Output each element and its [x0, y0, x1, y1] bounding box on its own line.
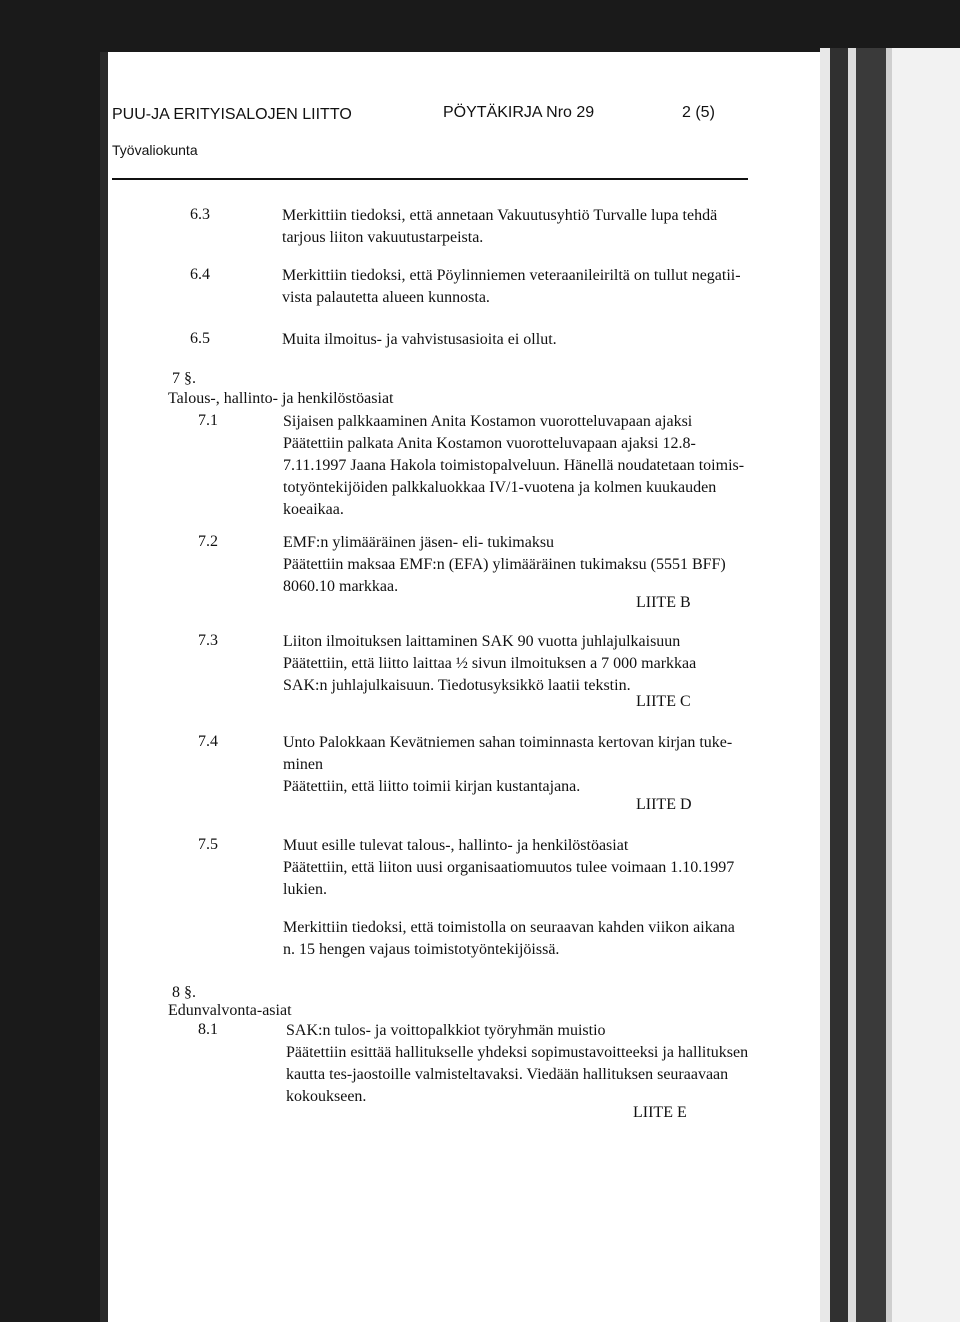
attachment-label: LIITE E	[633, 1104, 687, 1121]
section-title: Talous-, hallinto- ja henkilöstöasiat	[168, 390, 394, 407]
section-mark: 7 §.	[172, 370, 196, 387]
page-binding-edge	[100, 52, 108, 1322]
attachment-label: LIITE D	[636, 796, 692, 813]
document-title: PÖYTÄKIRJA Nro 29	[443, 104, 595, 121]
page-stack-edge	[892, 48, 960, 1322]
section-mark: 8 §.	[172, 984, 196, 1001]
page-stack-edge	[848, 48, 856, 1322]
page-stack-edge	[820, 48, 830, 1322]
item-text: Unto Palokkaan Kevätniemen sahan toiminnasta kertovan kirjan tuke- minen Päätettiin, että liitto toimii kirjan kustantajana.	[283, 734, 733, 795]
item-number: 6.4	[190, 266, 210, 283]
item-number: 6.3	[190, 206, 210, 223]
section-title: Edunvalvonta-asiat	[168, 1002, 292, 1019]
item-text: EMF:n ylimääräinen jäsen- eli- tukimaksu Päätettiin maksaa EMF:n (EFA) ylimääräinen tukimaksu (5551 BFF) 8060.10 markkaa.	[283, 534, 726, 595]
item-text: Merkittiin tiedoksi, että toimistolla on seuraavan kahden viikon aikana n. 15 hengen vajaus toimistotyöntekijöissä.	[283, 919, 735, 958]
item-number: 7.4	[198, 733, 218, 750]
item-text: Liiton ilmoituksen laittaminen SAK 90 vuotta juhlajulkaisuun Päätettiin, että liitto laittaa ½ sivun ilmoituksen a 7 000 markkaa SAK:n juhlajulkaisuun. Tiedotusyksikkö laatii tekstin.	[283, 633, 697, 694]
attachment-label: LIITE B	[636, 594, 691, 611]
organization-name: PUU-JA ERITYISALOJEN LIITTO	[112, 106, 352, 123]
item-number: 6.5	[190, 330, 210, 347]
item-number: 7.5	[198, 836, 218, 853]
header-rule	[112, 178, 748, 180]
attachment-label: LIITE C	[636, 693, 691, 710]
item-text: Muut esille tulevat talous-, hallinto- ja henkilöstöasiat Päätettiin, että liiton uusi organisaatiomuutos tulee voimaan 1.10.1997 lukien.	[283, 837, 735, 898]
item-number: 7.2	[198, 533, 218, 550]
item-text: SAK:n tulos- ja voittopalkkiot työryhmän muistio Päätettiin esittää hallitukselle yhdeksi sopimustavoitteeksi ja hallituksen kautta tes-jaostoille valmisteltavaksi. Viedään hallituksen seuraavaan kokoukseen.	[286, 1022, 749, 1105]
item-text: Sijaisen palkkaaminen Anita Kostamon vuorotteluvapaan ajaksi Päätettiin palkata Anita Kostamon vuorotteluvapaan ajaksi 12.8- 7.11.1997 Jaana Hakola toimistopalveluun. Hänellä noudatetaan toimis- totyöntekijöiden palkkaluokkaa IV/1-vuotena ja kolmen kuukauden koeaikaa.	[283, 413, 745, 518]
page-stack-edge	[830, 48, 848, 1322]
item-text: Merkittiin tiedoksi, että Pöylinniemen veteraanileiriltä on tullut negatii- vista palautetta alueen kunnosta.	[282, 267, 741, 306]
item-number: 8.1	[198, 1021, 218, 1038]
item-number: 7.3	[198, 632, 218, 649]
item-text: Merkittiin tiedoksi, että annetaan Vakuutusyhtiö Turvalle lupa tehdä tarjous liiton vakuutustarpeista.	[282, 207, 718, 246]
page-stack-edge	[856, 48, 886, 1322]
item-number: 7.1	[198, 412, 218, 429]
page-number: 2 (5)	[682, 104, 715, 121]
committee-name: Työvaliokunta	[112, 142, 198, 158]
item-text: Muita ilmoitus- ja vahvistusasioita ei ollut.	[282, 331, 557, 348]
